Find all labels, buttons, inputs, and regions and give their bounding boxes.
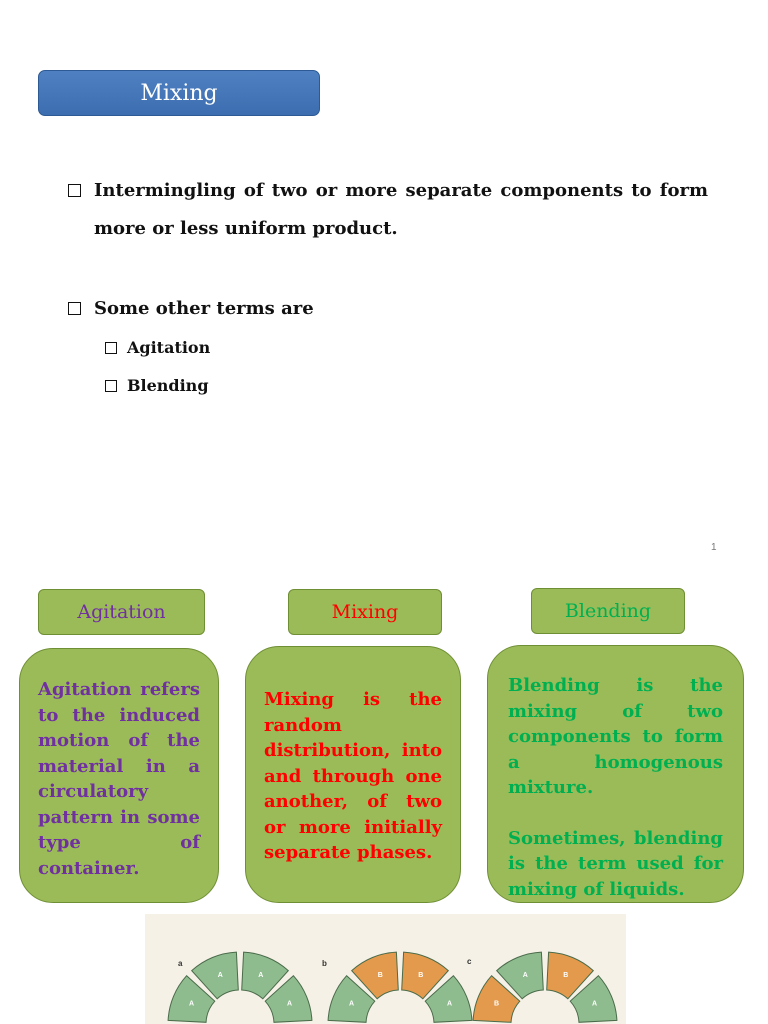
segment-letter: B xyxy=(418,972,424,980)
sub-bullet-blending xyxy=(105,375,209,397)
panel-letter: c xyxy=(467,957,472,966)
card-label-mixing: Mixing xyxy=(288,589,442,635)
checkbox-bullet-icon xyxy=(105,342,117,354)
segment-letter: A xyxy=(189,1000,195,1008)
blending-description-text: Blending is the mixing of two components to form a homogenous mixture. xyxy=(508,675,723,798)
segment-letter: B xyxy=(377,972,383,980)
segment-letter: A xyxy=(217,972,223,980)
bullet-definition xyxy=(68,172,708,248)
sub-bullet-agitation xyxy=(105,337,210,359)
segment-letter: A xyxy=(349,1000,355,1008)
segment-letter: A xyxy=(522,972,528,980)
mixing-illustration xyxy=(145,914,626,1024)
segment-letter: B xyxy=(563,972,569,980)
bullet-other-terms xyxy=(68,296,468,322)
mixing-illustration-svg xyxy=(145,914,626,1024)
card-description-blending xyxy=(487,645,744,903)
mixing-description-text: Mixing is the random distribution, into and through one another, of two or more initially separate phases. xyxy=(264,689,442,863)
panel-letter: a xyxy=(178,959,183,968)
agitation-description-text: Agitation refers to the induced motion of the material in a circulatory pattern in some type of container. xyxy=(38,679,200,879)
segment-letter: A xyxy=(446,1000,453,1008)
sub-bullet-text: Blending xyxy=(127,376,209,395)
page-number: 1 xyxy=(711,542,717,553)
sub-bullet-text: Agitation xyxy=(127,338,211,357)
bullet-definition-text: Intermingling of two or more separate components to form more or less uniform product. xyxy=(94,180,708,239)
segment-letter: A xyxy=(258,972,264,980)
card-description-agitation xyxy=(19,648,219,903)
segment-letter: A xyxy=(286,1000,293,1008)
checkbox-bullet-icon xyxy=(68,184,81,197)
card-description-mixing xyxy=(245,646,461,903)
checkbox-bullet-icon xyxy=(105,380,117,392)
segment-letter: A xyxy=(591,1000,598,1008)
checkbox-bullet-icon xyxy=(68,302,81,315)
card-label-blending: Blending xyxy=(531,588,685,634)
panel-letter: b xyxy=(322,959,327,968)
bullet-other-terms-text: Some other terms are xyxy=(94,298,314,319)
slide-title: Mixing xyxy=(38,70,320,116)
segment-letter: B xyxy=(494,1000,500,1008)
blending-description-text-2: Sometimes, blending is the term used for mixing of liquids. xyxy=(508,827,723,900)
card-label-agitation: Agitation xyxy=(38,589,205,635)
